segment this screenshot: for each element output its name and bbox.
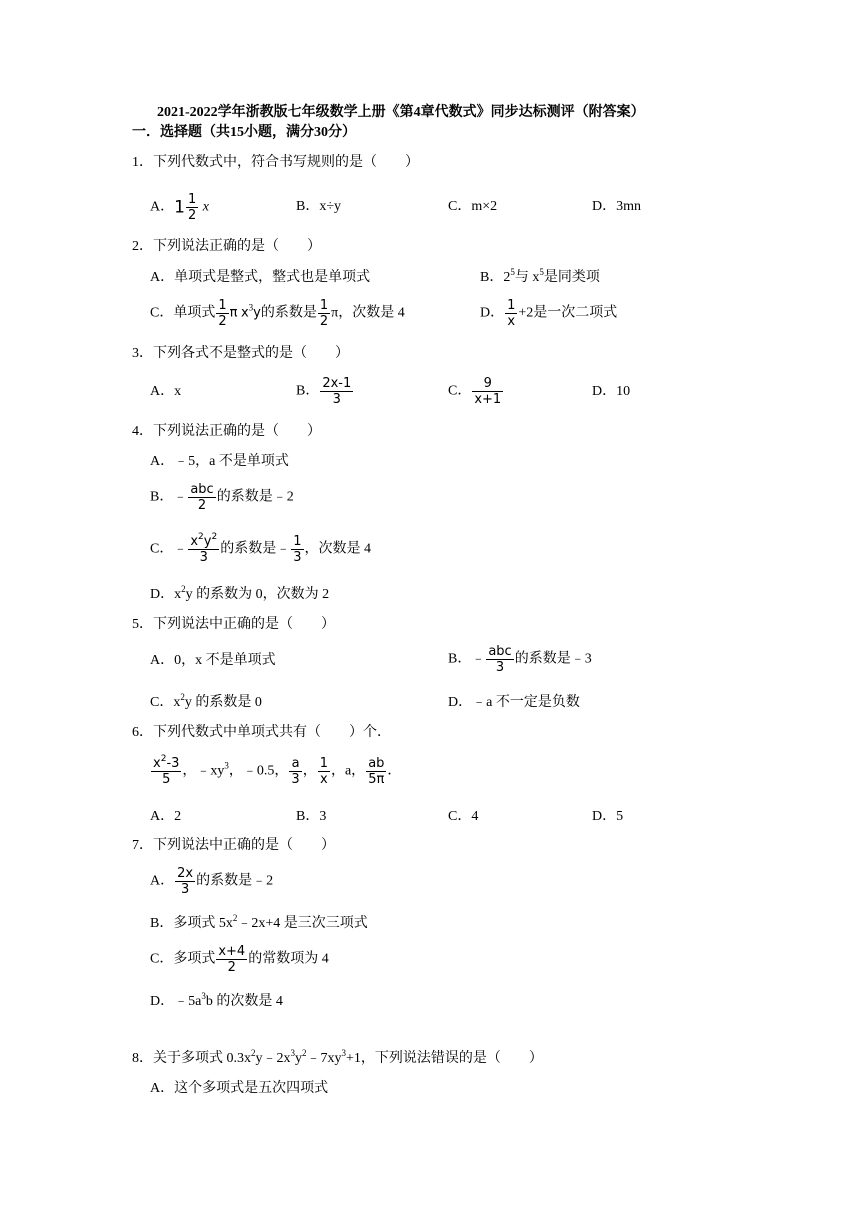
q7-option-a [150,866,273,897]
q2-c-num: 1 [218,298,227,313]
q2-c-tail: π，次数是 4 [331,305,405,321]
q5-c-tail: y 的系数是 0 [184,695,262,710]
q6-f2-num: a [289,756,301,772]
q6-frac4 [366,756,386,787]
q4-c-den: 3 [199,550,208,565]
q2-option-d [480,298,617,329]
q5-b-label: B．﹣ [448,651,486,667]
q4-c-label: C．﹣ [150,541,188,557]
q2-option-b [480,269,600,287]
q5-option-b [448,644,592,675]
q4-c-y: y [203,534,212,549]
q1-option-d: D．3mn [592,199,641,214]
q2-d-label: D． [480,305,505,321]
q3-b-num: 2x-1 [322,376,352,391]
q5-option-a: A．0，x 不是单项式 [150,653,276,668]
q3-c-num: 9 [472,376,503,392]
q1-a-var: x [202,199,209,215]
q7-b-pre: B．多项式 5x [150,916,233,931]
q4-c-exp2: 2 [211,532,218,542]
q7-stem: 7．下列说法中正确的是（ ） [132,838,335,853]
q7-d-pre: D．﹣5a [150,994,202,1009]
q6-frac2 [289,756,301,787]
q6-option-c: C．4 [448,809,479,824]
q4-c-tail: ，次数是 4 [304,541,371,557]
q7-option-b [150,915,368,933]
q3-c-den: x+1 [474,392,502,407]
q2-d-tail: +2是一次二项式 [518,305,618,321]
q4-d-exp: 2 [181,584,186,594]
q6-f1-den: 5 [162,772,171,787]
q7-b-exp: 2 [232,913,238,923]
q6-stem: 6．下列代数式中单项式共有（ ）个． [132,725,391,740]
q7-a-num: 2x [177,866,194,881]
q5-b-den: 3 [495,660,505,675]
q3-c-label: C． [448,383,472,399]
q2-c-pi: π [229,305,238,321]
q2-c-den: 2 [218,314,227,329]
q8-stem [132,1050,543,1068]
q6-f1-tail: -3 [166,756,180,771]
q2-c-exp: 3 [248,302,254,313]
q7-d-exp: 3 [201,991,206,1001]
q6-f4-den: 5π [368,772,385,787]
q4-c-den2: 3 [293,550,302,565]
document-title: 2021-2022学年浙教版七年级数学上册《第4章代数式》同步达标测评（附答案） [157,105,645,120]
q4-b-label: B．﹣ [150,489,188,505]
q6-text5: ． [387,763,402,779]
q7-c-frac [216,944,247,975]
q4-option-a: A．﹣5，a 不是单项式 [150,454,289,469]
q7-a-den: 3 [180,882,190,897]
q8-exp4: 3 [341,1048,346,1058]
q4-stem: 4．下列说法正确的是（ ） [132,424,321,439]
q2-c-label: C．单项式 [150,305,216,321]
q5-c-label: C．x [150,695,181,710]
q2-c-frac1 [216,298,228,329]
q6-text3: ， [302,763,317,779]
q4-d-label: D．x [150,587,182,602]
q6-f2-den: 3 [291,772,300,787]
q2-c-mid: 的系数是 [260,305,317,321]
q7-c-num: x+4 [218,944,246,959]
q7-c-den: 2 [227,960,236,975]
q7-a-label: A． [150,873,175,889]
q3-b-den: 3 [332,392,341,407]
q5-option-d: D．﹣a 不一定是负数 [448,695,580,710]
q2-option-a: A．单项式是整式，整式也是单项式 [150,270,371,285]
q2-c-x: x [240,305,249,321]
q8-seg2: y [295,1051,302,1066]
q1-option-a [150,192,209,223]
q2-c-num2: 1 [319,298,329,313]
q6-f4-num: ab [368,756,385,771]
q4-option-d [150,586,329,604]
q3-c-frac [472,376,503,407]
q3-b-frac [320,376,353,407]
q4-c-exp1: 2 [198,532,204,542]
q1-option-c: C．m×2 [448,199,498,214]
q5-b-frac [486,644,513,675]
q2-b-tail: 是同类项 [543,270,600,285]
q1-a-num: 1 [187,192,197,207]
q8-seg1: y﹣2x [255,1051,291,1066]
q4-c-frac1 [188,534,219,565]
q8-exp1: 2 [251,1048,256,1058]
q2-d-num: 1 [507,298,516,313]
q3-option-d: D．10 [592,384,631,399]
q8-stem-pre: 8．关于多项式 0.3x [132,1051,251,1066]
q8-seg3: ﹣7xy [306,1051,342,1066]
q6-text1: ，﹣xy [182,763,225,779]
q4-c-x: x [190,534,199,549]
q5-stem: 5．下列说法中正确的是（ ） [132,617,335,632]
q5-b-num: abc [488,644,512,659]
q7-c-tail: 的常数项为 4 [248,951,329,967]
q3-option-a: A．x [150,384,182,399]
q4-c-frac2 [291,534,303,565]
q8-option-a: A．这个多项式是五次四项式 [150,1081,329,1096]
q1-a-label: A． [150,199,175,215]
q5-b-tail: 的系数是﹣3 [514,651,592,667]
q7-c-label: C．多项式 [150,951,216,967]
q2-option-c [150,298,405,329]
q6-option-b: B．3 [296,809,327,824]
q2-c-y: y [253,305,261,321]
q3-stem: 3．下列各式不是整式的是（ ） [132,346,349,361]
q7-a-frac [175,866,195,897]
q6-option-a: A．2 [150,809,182,824]
q4-option-b [150,482,294,513]
q1-stem: 1．下列代数式中，符合书写规则的是（ ） [132,155,419,170]
q5-c-exp: 2 [180,692,185,702]
q4-c-mid: 的系数是﹣ [220,541,291,557]
q8-seg4: +1，下列说法错误的是（ ） [346,1051,543,1066]
section-heading: 一．选择题（共15小题，满分30分） [132,125,356,140]
q6-frac3 [318,756,330,787]
q8-exp2: 3 [290,1048,295,1058]
q6-text1-exp: 3 [224,760,229,771]
q6-f3-num: 1 [319,756,328,771]
q8-exp3: 2 [302,1048,307,1058]
q7-b-tail: ﹣2x+4 是三次三项式 [237,916,368,931]
q2-b-label: B．2 [480,270,511,285]
q5-option-c [150,694,262,712]
q3-b-label: B． [296,383,320,399]
q6-text2: ，﹣0.5， [228,763,289,779]
q3-option-b [296,376,354,407]
q7-option-d [150,993,283,1011]
q6-text4: ，a， [330,763,366,779]
q4-d-tail: y 的系数为 0，次数为 2 [185,587,330,602]
q4-option-c [150,534,371,565]
q6-f1-exp: 2 [160,754,167,764]
q7-a-tail: 的系数是﹣2 [196,873,274,889]
q3-option-c [448,376,504,407]
q1-a-frac [186,192,198,223]
q2-stem: 2．下列说法正确的是（ ） [132,239,321,254]
q4-b-tail: 的系数是﹣2 [216,489,294,505]
q4-c-num [188,534,219,550]
q2-d-den: x [507,314,516,329]
q1-a-whole: 1 [174,197,185,218]
q7-option-c [150,944,329,975]
q6-expression-list [150,756,401,787]
q1-a-den: 2 [187,208,197,223]
q4-b-frac [188,482,215,513]
q2-b-exp2: 5 [539,267,544,277]
q2-b-exp1: 5 [510,267,515,277]
q4-b-num: abc [190,482,214,497]
q6-frac1 [151,756,181,787]
q4-b-den: 2 [197,498,207,513]
q7-d-tail: b 的次数是 4 [205,994,283,1009]
q6-f1-x: x [153,756,161,771]
q2-b-mid: 与 x [514,270,540,285]
q6-option-d: D．5 [592,809,624,824]
q2-c-den2: 2 [319,314,329,329]
q2-c-frac2 [318,298,330,329]
q4-c-num2: 1 [293,534,302,549]
q6-f1-num [151,756,181,772]
q6-f3-den: x [319,772,328,787]
q1-option-b: B．x÷y [296,199,342,214]
q2-d-frac [505,298,517,329]
